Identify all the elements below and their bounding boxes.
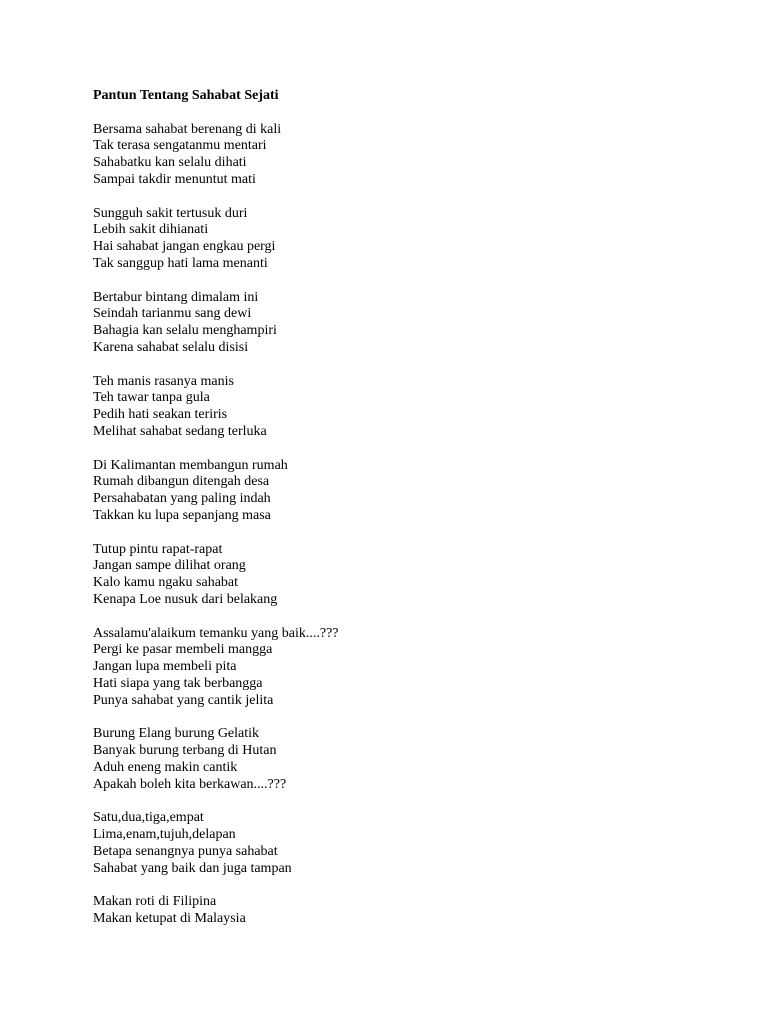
stanza-5 (93, 458, 713, 525)
poem-line: Lebih sakit dihianati (93, 222, 209, 238)
poem-line: Melihat sahabat sedang terluka (93, 423, 267, 439)
poem-line: Lima,enam,tujuh,delapan (93, 827, 236, 843)
poem-line: Pergi ke pasar membeli mangga (93, 642, 273, 658)
poem-line: Jangan sampe dilihat orang (93, 558, 246, 574)
stanza-4 (93, 374, 713, 441)
poem-line: Karena sahabat selalu disisi (93, 339, 249, 355)
poem-line: Satu,dua,tiga,empat (93, 810, 204, 826)
poem-line: Pedih hati seakan teriris (93, 407, 228, 423)
poem-line: Rumah dibangun ditengah desa (93, 474, 270, 490)
poem-line: Punya sahabat yang cantik jelita (93, 692, 274, 708)
poem-line: Seindah tarianmu sang dewi (93, 306, 252, 322)
poem-line: Sampai takdir menuntut mati (93, 171, 256, 187)
stanza-3 (93, 290, 713, 357)
poem-line: Bertabur bintang dimalam ini (93, 289, 259, 305)
poem-line: Teh tawar tanpa gula (93, 390, 210, 406)
document-title: Pantun Tentang Sahabat Sejati (93, 88, 279, 103)
stanza-10 (93, 894, 713, 928)
poem-line: Kalo kamu ngaku sahabat (93, 575, 239, 591)
poem-line: Tak terasa sengatanmu mentari (93, 138, 267, 154)
stanza-6 (93, 542, 713, 609)
poem-line: Banyak burung terbang di Hutan (93, 743, 277, 759)
poem-line: Sungguh sakit tertusuk duri (93, 205, 248, 221)
poem-line: Teh manis rasanya manis (93, 373, 234, 389)
poem-line: Hai sahabat jangan engkau pergi (93, 239, 276, 255)
document-page (93, 88, 713, 945)
poem-line: Sahabatku kan selalu dihati (93, 155, 247, 171)
poem-line: Tak sanggup hati lama menanti (93, 255, 268, 271)
stanza-7 (93, 626, 713, 710)
stanza-9 (93, 810, 713, 877)
stanza-2 (93, 206, 713, 273)
poem-line: Burung Elang burung Gelatik (93, 726, 260, 742)
poem-line: Jangan lupa membeli pita (93, 659, 237, 675)
poem-line: Assalamu'alaikum temanku yang baik....??? (93, 625, 339, 641)
poem-line: Takkan ku lupa sepanjang masa (93, 507, 271, 523)
poem-line: Sahabat yang baik dan juga tampan (93, 860, 292, 876)
poem-line: Aduh eneng makin cantik (93, 759, 238, 775)
poem-line: Persahabatan yang paling indah (93, 491, 271, 507)
poem-line: Apakah boleh kita berkawan....??? (93, 776, 287, 792)
stanza-1 (93, 122, 713, 189)
poem-line: Tutup pintu rapat-rapat (93, 541, 223, 557)
poem-line: Bersama sahabat berenang di kali (93, 121, 282, 137)
poem-line: Hati siapa yang tak berbangga (93, 675, 263, 691)
poem-line: Makan ketupat di Malaysia (93, 911, 246, 927)
poem-line: Betapa senangnya punya sahabat (93, 843, 278, 859)
poem-line: Makan roti di Filipina (93, 894, 217, 910)
poem-line: Bahagia kan selalu menghampiri (93, 323, 277, 339)
poem-line: Kenapa Loe nusuk dari belakang (93, 591, 278, 607)
poem-line: Di Kalimantan membangun rumah (93, 457, 288, 473)
stanza-8 (93, 726, 713, 793)
